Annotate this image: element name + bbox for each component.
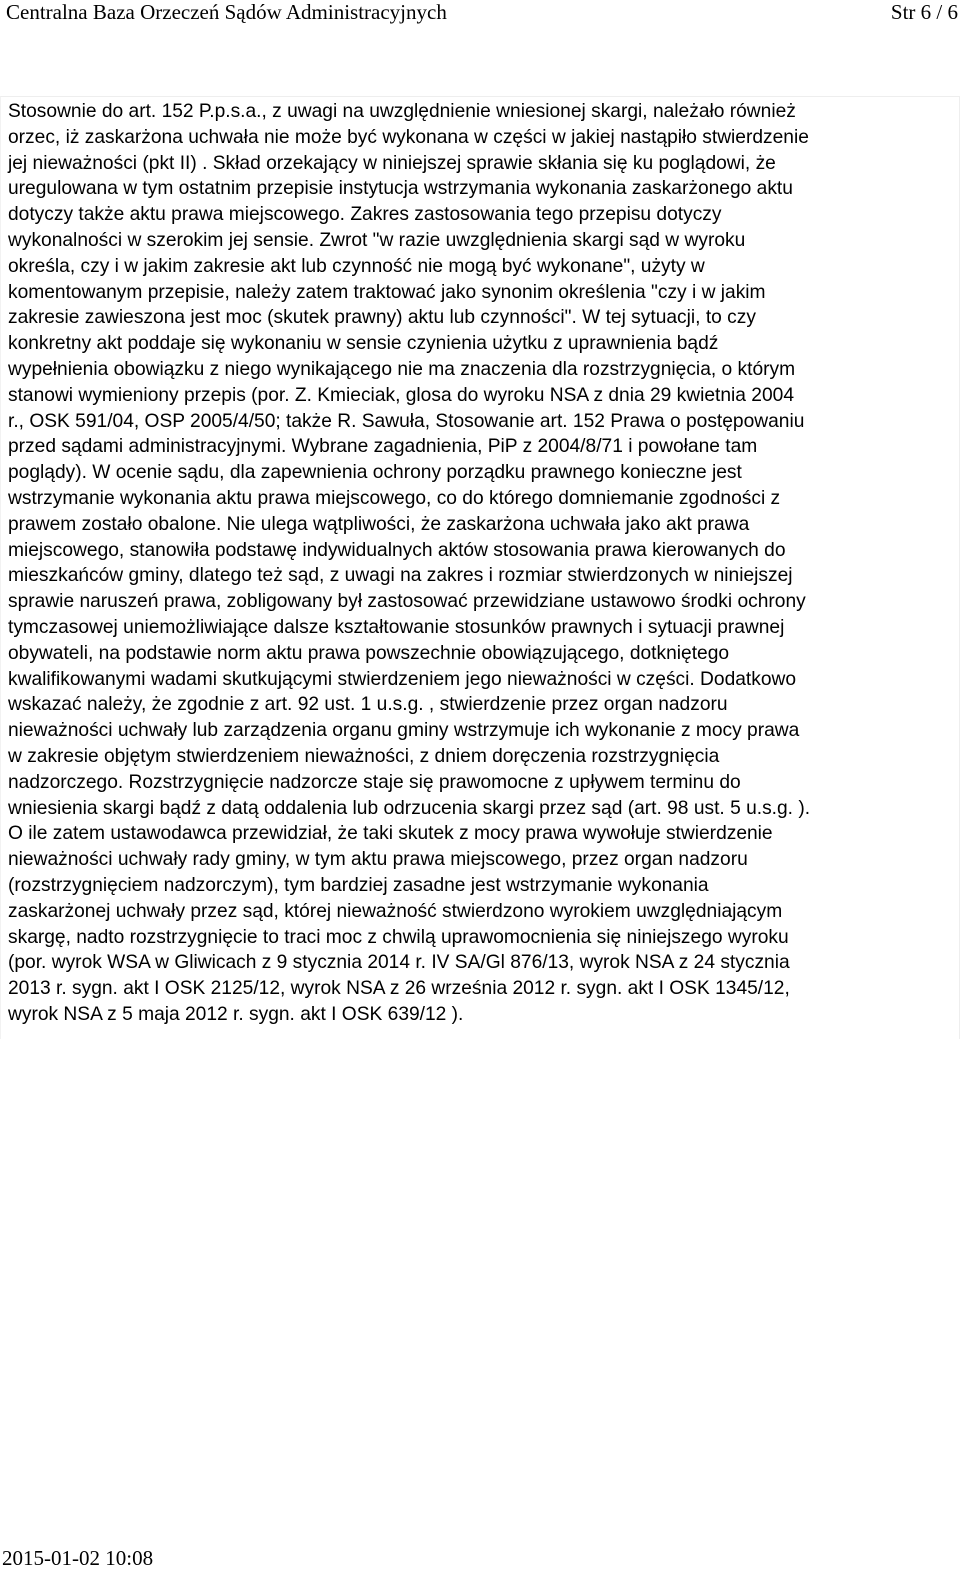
text-line: (rozstrzygnięciem nadzorczym), tym bardziej zasadne jest wstrzymanie wykonania (8, 874, 709, 896)
text-line: jej nieważności (pkt II) . Skład orzekający w niniejszej sprawie skłania się ku poglądowi, że (8, 152, 776, 174)
text-line: uregulowana w tym ostatnim przepisie instytucja wstrzymania wykonania zaskarżonego aktu (8, 178, 793, 200)
text-line: wykonalności w szerokim jej sensie. Zwrot "w razie uwzględnienia skargi sąd w wyroku (8, 229, 746, 251)
text-line: wyrok NSA z 5 maja 2012 r. sygn. akt I OSK 639/12 ). (8, 1003, 464, 1025)
text-line: konkretny akt poddaje się wykonaniu w sensie czynienia użytku z uprawnienia bądź (8, 333, 719, 355)
text-line: obywateli, na podstawie norm aktu prawa powszechnie obowiązującego, dotkniętego (8, 642, 730, 664)
text-line: dotyczy także aktu prawa miejscowego. Zakres zastosowania tego przepisu dotyczy (8, 204, 722, 226)
text-line: komentowanym przepisie, należy zatem traktować jako synonim określenia "czy i w jakim (8, 281, 766, 303)
text-line: 2013 r. sygn. akt I OSK 2125/12, wyrok NSA z 26 września 2012 r. sygn. akt I OSK 1345/12, (8, 978, 790, 1000)
print-timestamp: 2015-01-02 10:08 (2, 1546, 154, 1570)
text-line: określa, czy i w jakim zakresie akt lub czynność nie mogą być wykonane", użyty w (8, 255, 705, 277)
text-line: orzec, iż zaskarżona uchwała nie może być wykonana w części w jakiej nastąpiło stwierdzenie (8, 126, 809, 148)
text-line: mieszkańców gminy, dlatego też sąd, z uwagi na zakres i rozmiar stwierdzonych w niniejszej (8, 565, 793, 587)
text-line: tymczasowej uniemożliwiające dalsze kształtowanie stosunków prawnych i sytuacji prawnej (8, 616, 785, 638)
text-line: r., OSK 591/04, OSP 2005/4/50; także R. Sawuła, Stosowanie art. 152 Prawa o postępowaniu (8, 410, 805, 432)
text-line: w zakresie objętym stwierdzeniem nieważności, z dniem doręczenia rozstrzygnięcia (8, 745, 720, 767)
text-line: kwalifikowanymi wadami skutkującymi stwierdzeniem jego nieważności w części. Dodatkowo (8, 668, 797, 690)
text-line: wskazać należy, że zgodnie z art. 92 ust. 1 u.s.g. , stwierdzenie przez organ nadzoru (8, 694, 728, 716)
site-title: Centralna Baza Orzeczeń Sądów Administracyjnych (6, 0, 447, 24)
text-line: poglądy). W ocenie sądu, dla zapewnienia ochrony porządku prawnego konieczne jest (8, 462, 742, 484)
text-line: prawem zostało obalone. Nie ulega wątpliwości, że zaskarżona uchwała jako akt prawa (8, 513, 750, 535)
text-line: miejscowego, stanowiła podstawę indywidualnych aktów stosowania prawa kierowanych do (8, 539, 786, 561)
page-header (0, 0, 960, 30)
text-line: wypełnienia obowiązku z niego wynikającego nie ma znaczenia dla rozstrzygnięcia, o którym (8, 358, 796, 380)
text-line: nadzorczego. Rozstrzygnięcie nadzorcze staje się prawomocne z upływem terminu do (8, 771, 741, 793)
text-line: nieważności uchwały rady gminy, w tym aktu prawa miejscowego, przez organ nadzoru (8, 849, 748, 871)
text-line: (por. wyrok WSA w Gliwicach z 9 stycznia 2014 r. IV SA/Gl 876/13, wyrok NSA z 24 stycznia (8, 952, 790, 974)
text-line: zakresie zawieszona jest moc (skutek prawny) aktu lub czynności". W tej sytuacji, to czy (8, 307, 756, 329)
document-content (0, 96, 960, 1039)
page-indicator: Str 6 / 6 (890, 0, 958, 24)
text-line: sprawie naruszeń prawa, zobligowany był zastosować przewidziane ustawowo środki ochrony (8, 591, 806, 613)
judgment-paragraph (8, 99, 952, 1028)
text-line: skargę, nadto rozstrzygnięcie to traci moc z chwilą uprawomocnienia się niniejszego wyroku (8, 926, 789, 948)
text-line: przed sądami administracyjnymi. Wybrane zagadnienia, PiP z 2004/8/71 i powołane tam (8, 436, 758, 458)
text-line: wniesienia skargi bądź z datą oddalenia lub odrzucenia skargi przez sąd (art. 98 ust. 5 u.s.g. ). (8, 797, 811, 819)
text-line: nieważności uchwały lub zarządzenia organu gminy wstrzymuje ich wykonanie z mocy prawa (8, 720, 800, 742)
text-line: wstrzymanie wykonania aktu prawa miejscowego, co do którego domniemanie zgodności z (8, 487, 781, 509)
text-line: zaskarżonej uchwały przez sąd, której nieważność stwierdzono wyrokiem uwzględniającym (8, 900, 783, 922)
text-line: O ile zatem ustawodawca przewidział, że taki skutek z mocy prawa wywołuje stwierdzenie (8, 823, 773, 845)
text-line: Stosownie do art. 152 P.p.s.a., z uwagi na uwzględnienie wniesionej skargi, należało również (8, 101, 796, 122)
text-line: stanowi wymieniony przepis (por. Z. Kmieciak, glosa do wyroku NSA z dnia 29 kwietnia 2004 (8, 384, 794, 406)
